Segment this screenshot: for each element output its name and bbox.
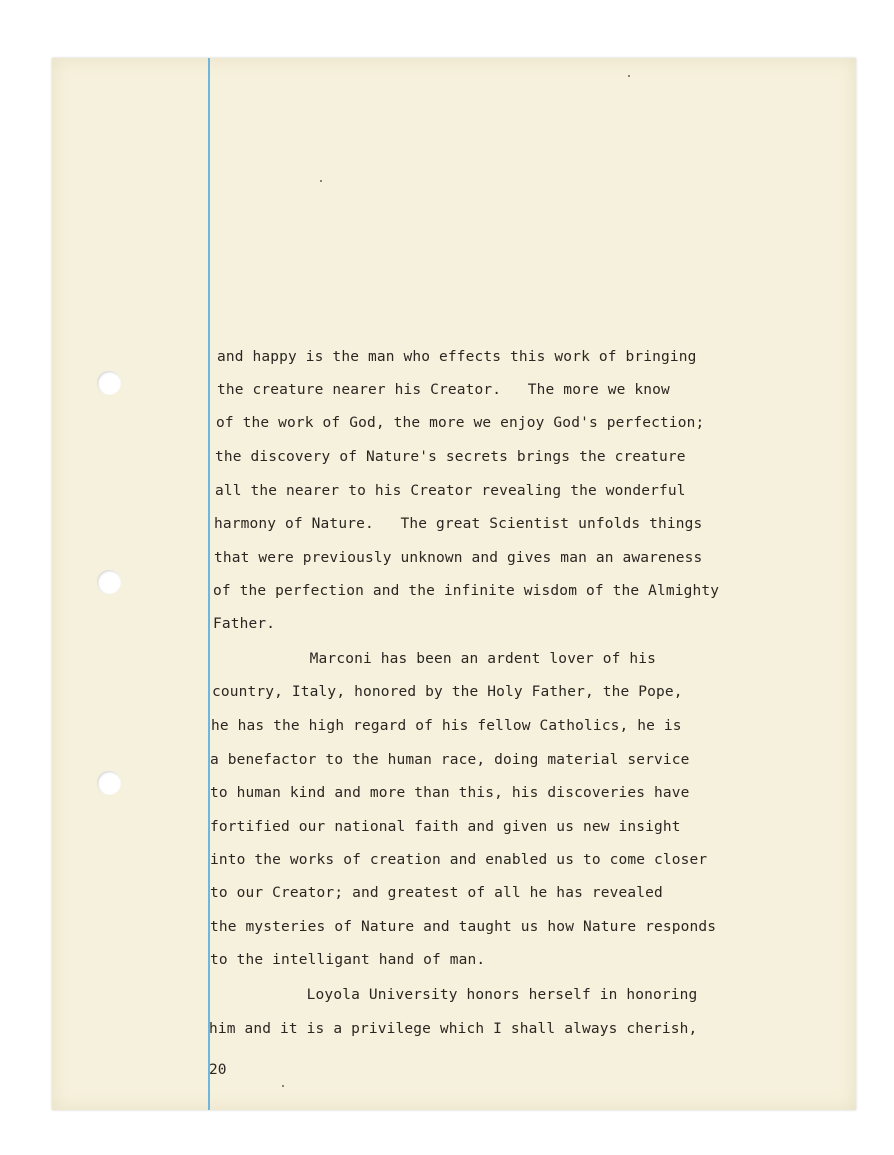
text-line: him and it is a privilege which I shall always cherish,	[209, 1021, 698, 1037]
text-line: that were previously unknown and gives man an awareness	[214, 550, 703, 566]
typed-page	[52, 58, 856, 1110]
text-line: country, Italy, honored by the Holy Father, the Pope,	[212, 684, 683, 700]
typescript-body	[52, 58, 856, 1110]
text-line: of the work of God, the more we enjoy God's perfection;	[216, 415, 705, 431]
text-line: of the perfection and the infinite wisdom of the Almighty	[213, 583, 720, 599]
text-line: Father.	[213, 616, 276, 632]
text-line: and happy is the man who effects this work of bringing	[217, 349, 697, 365]
page-number: 20	[209, 1062, 227, 1078]
text-line: into the works of creation and enabled us to come closer	[210, 852, 708, 868]
text-line: the discovery of Nature's secrets brings the creature	[215, 449, 686, 465]
text-line: all the nearer to his Creator revealing the wonderful	[215, 483, 686, 499]
text-line: fortified our national faith and given us new insight	[210, 819, 681, 835]
text-line: to the intelligant hand of man.	[210, 952, 486, 968]
text-line: Marconi has been an ardent lover of his	[212, 651, 656, 667]
text-line: the mysteries of Nature and taught us how Nature responds	[210, 919, 717, 935]
text-line: to our Creator; and greatest of all he has revealed	[210, 885, 663, 901]
text-line: Loyola University honors herself in honoring	[209, 987, 698, 1003]
text-line: a benefactor to the human race, doing material service	[210, 752, 690, 768]
text-line: the creature nearer his Creator. The more we know	[217, 382, 670, 398]
text-line: harmony of Nature. The great Scientist unfolds things	[214, 516, 703, 532]
text-line: he has the high regard of his fellow Catholics, he is	[211, 718, 682, 734]
text-line: to human kind and more than this, his discoveries have	[210, 785, 690, 801]
